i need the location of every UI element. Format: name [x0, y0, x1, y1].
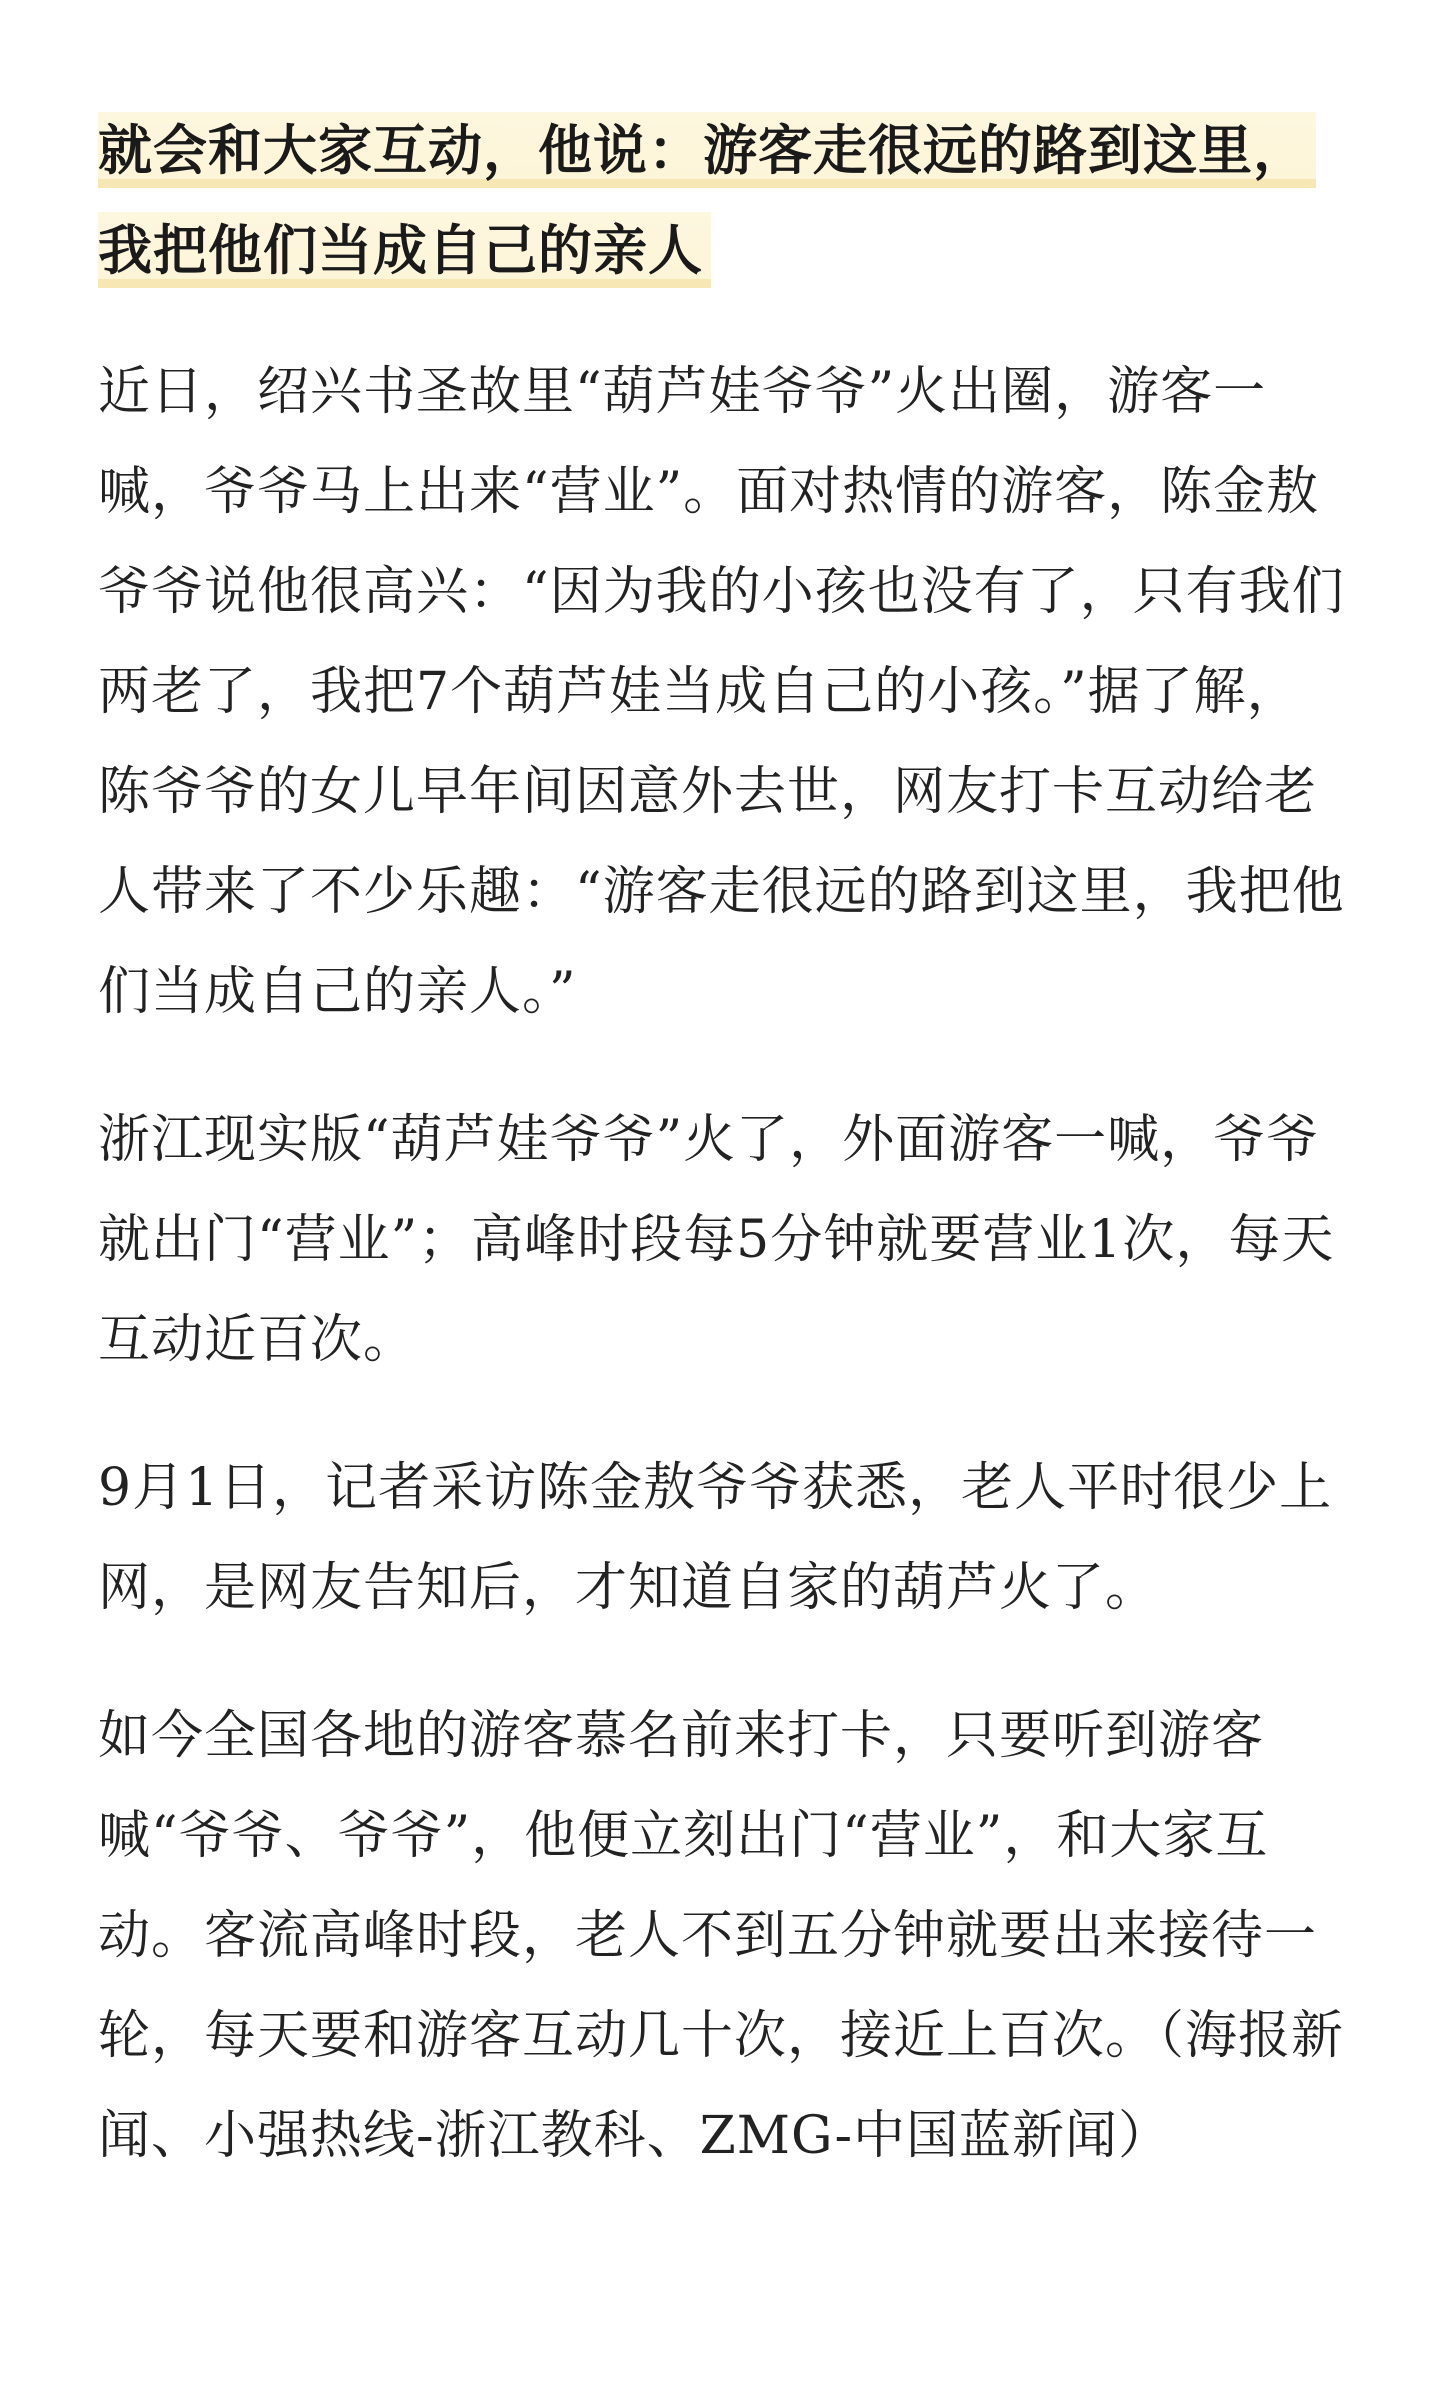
article-paragraph-3: 9月1日，记者采访陈金敖爷爷获悉，老人平时很少上网，是网友告知后，才知道自家的葫芦火了。 — [98, 1458, 1333, 1618]
article-paragraph-4: 如今全国各地的游客慕名前来打卡，只要听到游客喊“爷爷、爷爷”，他便立刻出门“营业”，和大家互动。客流高峰时段，老人不到五分钟就要出来接待一轮，每天要和游客互动几十次，接近上百次。（海报新闻、小强热线-浙江教科、ZMG-中国蓝新闻） — [98, 1706, 1345, 2166]
article-paragraph-2: 浙江现实版“葫芦娃爷爷”火了，外面游客一喊，爷爷就出门“营业”；高峰时段每5分钟就要营业1次，每天互动近百次。 — [98, 1110, 1335, 1370]
headline-text: 就会和大家互动，他说：游客走很远的路到这里，我把他们当成自己的亲人 — [98, 112, 1316, 288]
article — [98, 100, 1348, 2234]
article-paragraph-1: 近日，绍兴书圣故里“葫芦娃爷爷”火出圈，游客一喊，爷爷马上出来“营业”。面对热情的游客，陈金敖爷爷说他很高兴：“因为我的小孩也没有了，只有我们两老了，我把7个葫芦娃当成自己的小孩。”据了解，陈爷爷的女儿早年间因意外去世，网友打卡互动给老人带来了不少乐趣：“游客走很远的路到这里，我把他们当成自己的亲人。” — [98, 362, 1345, 1022]
highlighted-headline — [98, 100, 1348, 300]
